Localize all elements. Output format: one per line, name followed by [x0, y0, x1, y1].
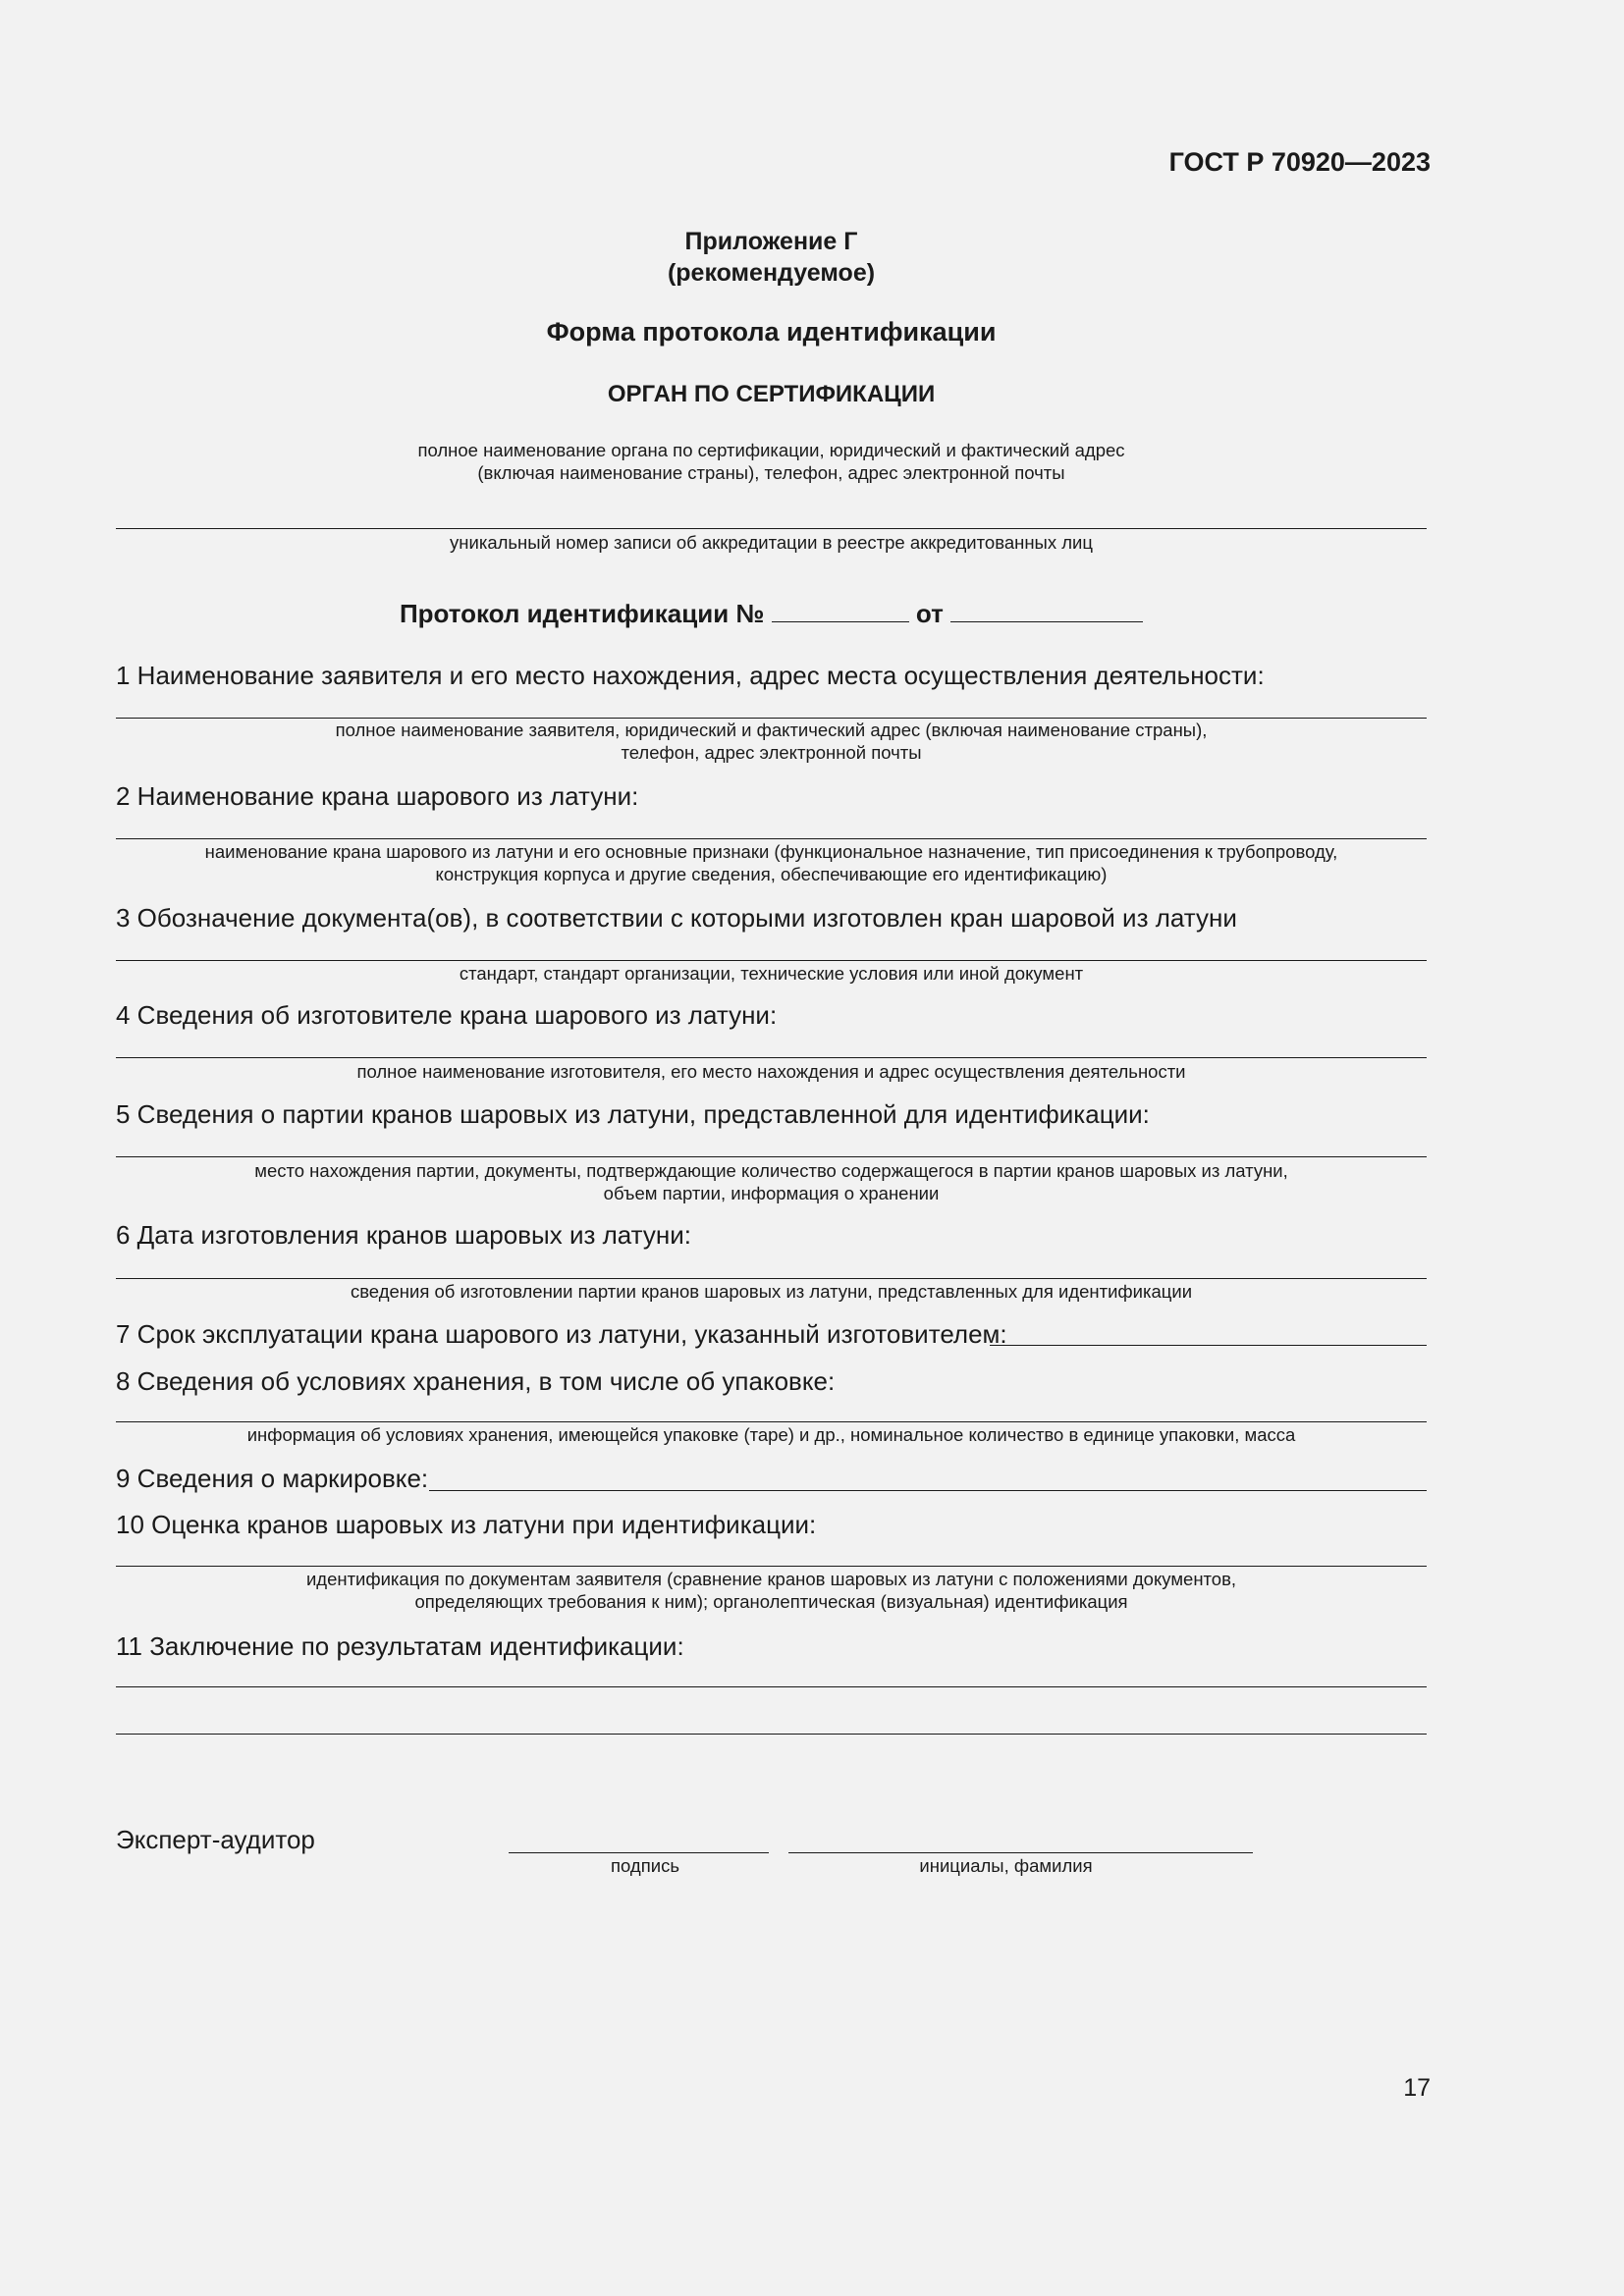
- organ-hint-line-2: (включая наименование страны), телефон, адрес электронной почты: [477, 462, 1065, 483]
- appendix-title: Приложение Г: [684, 228, 858, 255]
- item-10-hint: [116, 1568, 1427, 1613]
- item-1-hint: [116, 719, 1427, 764]
- protocol-number-blank[interactable]: [772, 602, 909, 622]
- accreditation-hint: уникальный номер записи об аккредитации в реестре аккредитованных лиц: [450, 532, 1093, 553]
- organ-hint: [116, 439, 1427, 484]
- appendix-status: (рекомендуемое): [667, 259, 876, 287]
- item-10-hint-line-2: определяющих требования к ним); органолептическая (визуальная) идентификация: [414, 1591, 1128, 1612]
- item-10-fill-line[interactable]: [116, 1566, 1427, 1567]
- protocol-heading: [116, 599, 1427, 629]
- item-3-label: 3 Обозначение документа(ов), в соответствии с которыми изготовлен кран шаровой из латуни: [116, 903, 1237, 933]
- item-1-hint-line-1: полное наименование заявителя, юридический и фактический адрес (включая наименование страны),: [335, 720, 1208, 740]
- item-11-fill-line-1[interactable]: [116, 1686, 1427, 1687]
- item-4-hint: полное наименование изготовителя, его место нахождения и адрес осуществления деятельности: [356, 1061, 1186, 1082]
- item-5-fill-line[interactable]: [116, 1156, 1427, 1157]
- item-2-hint-line-1: наименование крана шарового из латуни и его основные признаки (функциональное назначение, тип присоединения к трубопроводу,: [204, 841, 1338, 862]
- item-4-label: 4 Сведения об изготовителе крана шарового из латуни:: [116, 1000, 778, 1030]
- item-3-hint: стандарт, стандарт организации, технические условия или иной документ: [459, 963, 1084, 984]
- item-2-hint: [116, 840, 1427, 885]
- document-standard-number: ГОСТ Р 70920—2023: [1168, 147, 1431, 177]
- organ-heading: ОРГАН ПО СЕРТИФИКАЦИИ: [607, 381, 936, 407]
- page-number: 17: [1403, 2074, 1431, 2102]
- item-1-hint-line-2: телефон, адрес электронной почты: [621, 742, 922, 763]
- protocol-date-blank[interactable]: [950, 602, 1143, 622]
- name-line[interactable]: [788, 1852, 1253, 1853]
- name-caption: инициалы, фамилия: [919, 1855, 1093, 1876]
- item-6-hint: сведения об изготовлении партии кранов шаровых из латуни, представленных для идентификации: [350, 1281, 1193, 1302]
- item-5-hint-line-2: объем партии, информация о хранении: [603, 1183, 940, 1203]
- item-2-hint-line-2: конструкция корпуса и другие сведения, обеспечивающие его идентификацию): [435, 864, 1108, 884]
- item-5-label: 5 Сведения о партии кранов шаровых из латуни, представленной для идентификации:: [116, 1099, 1150, 1129]
- item-8-fill-line[interactable]: [116, 1421, 1427, 1422]
- item-9-label: 9 Сведения о маркировке:: [116, 1464, 429, 1493]
- item-6-label: 6 Дата изготовления кранов шаровых из латуни:: [116, 1220, 691, 1250]
- item-5-hint-line-1: место нахождения партии, документы, подтверждающие количество содержащегося в партии кранов шаровых из латуни,: [254, 1160, 1288, 1181]
- item-7-label: 7 Срок эксплуатации крана шарового из латуни, указанный изготовителем:: [116, 1319, 1007, 1349]
- protocol-prefix: Протокол идентификации №: [399, 599, 765, 628]
- signature-line[interactable]: [509, 1852, 769, 1853]
- item-8-label: 8 Сведения об условиях хранения, в том числе об упаковке:: [116, 1366, 836, 1396]
- organ-hint-line-1: полное наименование органа по сертификации, юридический и фактический адрес: [417, 440, 1125, 460]
- item-5-hint: [116, 1159, 1427, 1204]
- item-3-fill-line[interactable]: [116, 960, 1427, 961]
- item-9-fill-line[interactable]: [429, 1490, 1427, 1491]
- item-7-fill-line[interactable]: [990, 1345, 1427, 1346]
- item-2-label: 2 Наименование крана шарового из латуни:: [116, 781, 639, 811]
- signature-caption: подпись: [611, 1855, 679, 1876]
- item-4-fill-line[interactable]: [116, 1057, 1427, 1058]
- accreditation-fill-line[interactable]: [116, 528, 1427, 529]
- protocol-from: от: [915, 599, 944, 628]
- form-title: Форма протокола идентификации: [546, 317, 997, 347]
- item-8-hint: информация об условиях хранения, имеющейся упаковке (таре) и др., номинальное количество в единице упаковки, масса: [246, 1424, 1296, 1445]
- item-10-label: 10 Оценка кранов шаровых из латуни при идентификации:: [116, 1510, 817, 1539]
- item-11-label: 11 Заключение по результатам идентификации:: [116, 1631, 684, 1661]
- item-10-hint-line-1: идентификация по документам заявителя (сравнение кранов шаровых из латуни с положениями документов,: [305, 1569, 1237, 1589]
- item-11-fill-line-2[interactable]: [116, 1734, 1427, 1735]
- item-1-label: 1 Наименование заявителя и его место нахождения, адрес места осуществления деятельности:: [116, 661, 1265, 690]
- item-2-fill-line[interactable]: [116, 838, 1427, 839]
- appendix-heading: [116, 226, 1427, 289]
- item-6-fill-line[interactable]: [116, 1278, 1427, 1279]
- expert-auditor-label: Эксперт-аудитор: [116, 1825, 315, 1854]
